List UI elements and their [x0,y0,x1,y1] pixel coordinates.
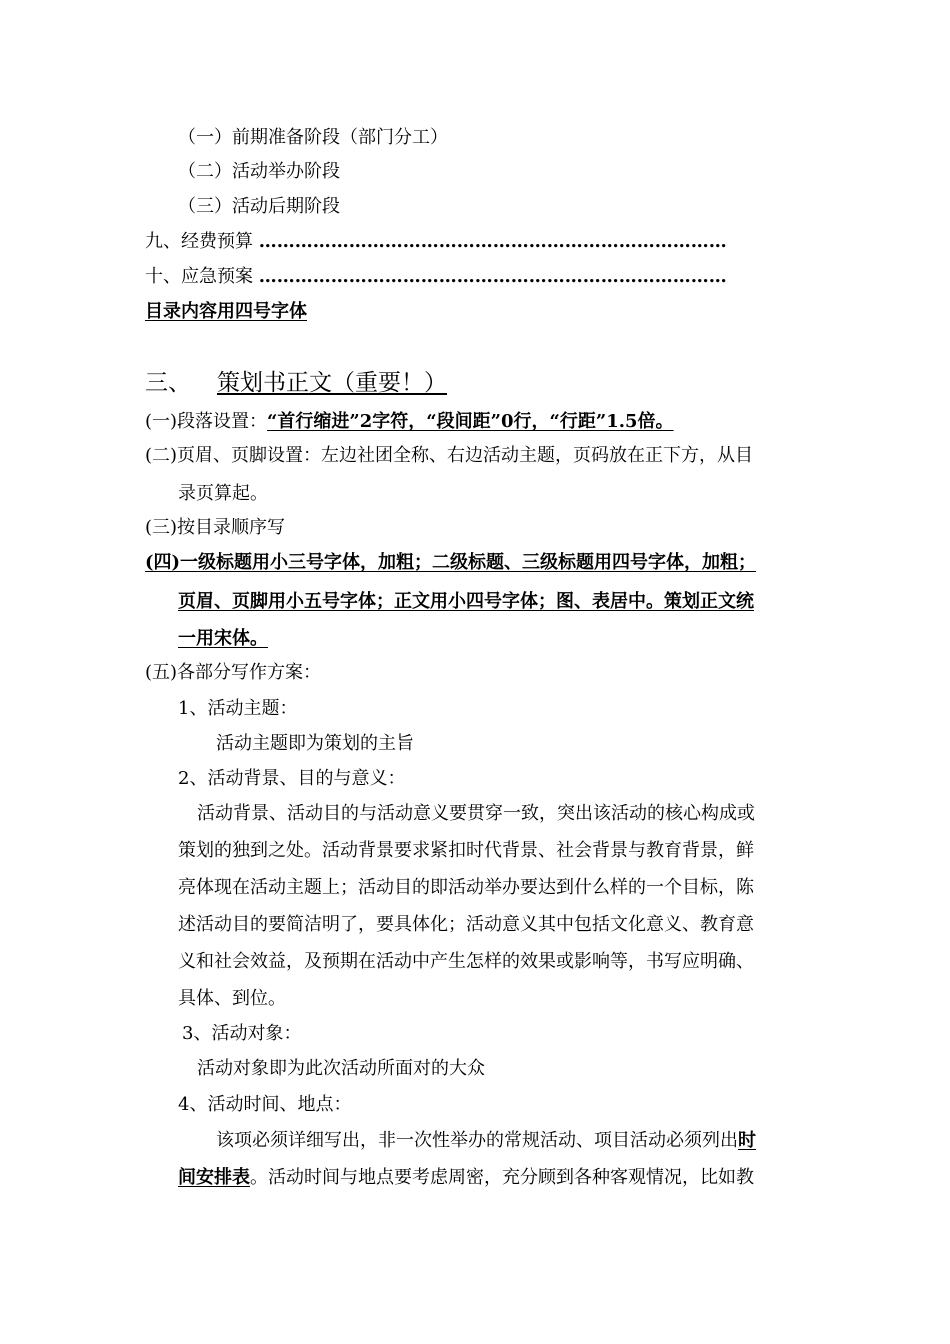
subsection-theme-body: 活动主题即为策划的主旨 [216,733,414,754]
font-rules-line3: 一用宋体。 [178,628,268,649]
subsection-audience-title: 3、活动对象： [182,1023,302,1044]
time-place-line1 [216,1129,756,1153]
section-number: 三、 [145,370,191,396]
background-line: 亮体现在活动主题上；活动目的即活动举办要达到什么样的一个目标，陈 [178,877,754,898]
subsection-audience-body: 活动对象即为此次活动所面对的大众 [197,1058,485,1079]
font-rules-line2: 页眉、页脚用小五号字体；正文用小四号字体；图、表居中。策划正文统 [178,591,754,612]
subsection-time-place-title: 4、活动时间、地点： [178,1094,352,1115]
toc-item-contingency-label: 十、应急预案 [145,266,253,287]
background-line: 活动背景、活动目的与活动意义要贯穿一致，突出该活动的核心构成或 [197,803,755,824]
section-emphasis: （重要！） [332,370,447,396]
toc-item-budget-label: 九、经费预算 [145,231,253,252]
background-line: 具体、到位。 [178,988,286,1009]
section-heading [145,368,447,398]
paragraph-setting-label: (一)段落设置： [145,411,268,432]
font-rules-line1: (四)一级标题用小三号字体，加粗；二级标题、三级标题用四号字体，加粗； [145,552,757,573]
toc-stage1: （一）前期准备阶段（部门分工） [178,127,448,148]
time-place-line2 [178,1166,754,1190]
subsection-theme-title: 1、活动主题： [178,698,298,719]
time-place-text: 。活动时间与地点要考虑周密，充分顾到各种客观情况，比如教 [250,1167,754,1188]
toc-stage2: （二）活动举办阶段 [178,161,340,182]
schedule-emphasis: 时 [738,1130,756,1151]
toc-leader: …………………………………………………………………… [258,231,727,252]
time-place-text: 该项必须详细写出，非一次性举办的常规活动、项目活动必须列出 [216,1130,738,1151]
toc-item-budget [145,230,727,254]
writing-plan-heading: (五)各部分写作方案： [145,662,322,683]
toc-item-contingency [145,265,727,289]
toc-order-note: (三)按目录顺序写 [145,517,286,538]
section-title: 策划书正文 [217,370,332,396]
background-line: 义和社会效益，及预期在活动中产生怎样的效果或影响等，书写应明确、 [178,951,754,972]
paragraph-setting-value: “首行缩进”2字符，“段间距”0行，“行距”1.5倍。 [267,411,674,432]
schedule-emphasis: 间安排表 [178,1167,250,1188]
background-line: 述活动目的要简洁明了，要具体化；活动意义其中包括文化意义、教育意 [178,914,754,935]
background-line: 策划的独到之处。活动背景要求紧扣时代背景、社会背景与教育背景，鲜 [178,840,754,861]
toc-stage3: （三）活动后期阶段 [178,196,340,217]
toc-leader: …………………………………………………………………… [258,266,727,287]
header-footer-line1: (二)页眉、页脚设置：左边社团全称、右边活动主题，页码放在正下方，从目 [145,445,754,466]
header-footer-line2: 录页算起。 [178,483,268,504]
subsection-background-title: 2、活动背景、目的与意义： [178,768,406,789]
paragraph-setting [145,410,674,434]
toc-font-note: 目录内容用四号字体 [145,301,307,322]
